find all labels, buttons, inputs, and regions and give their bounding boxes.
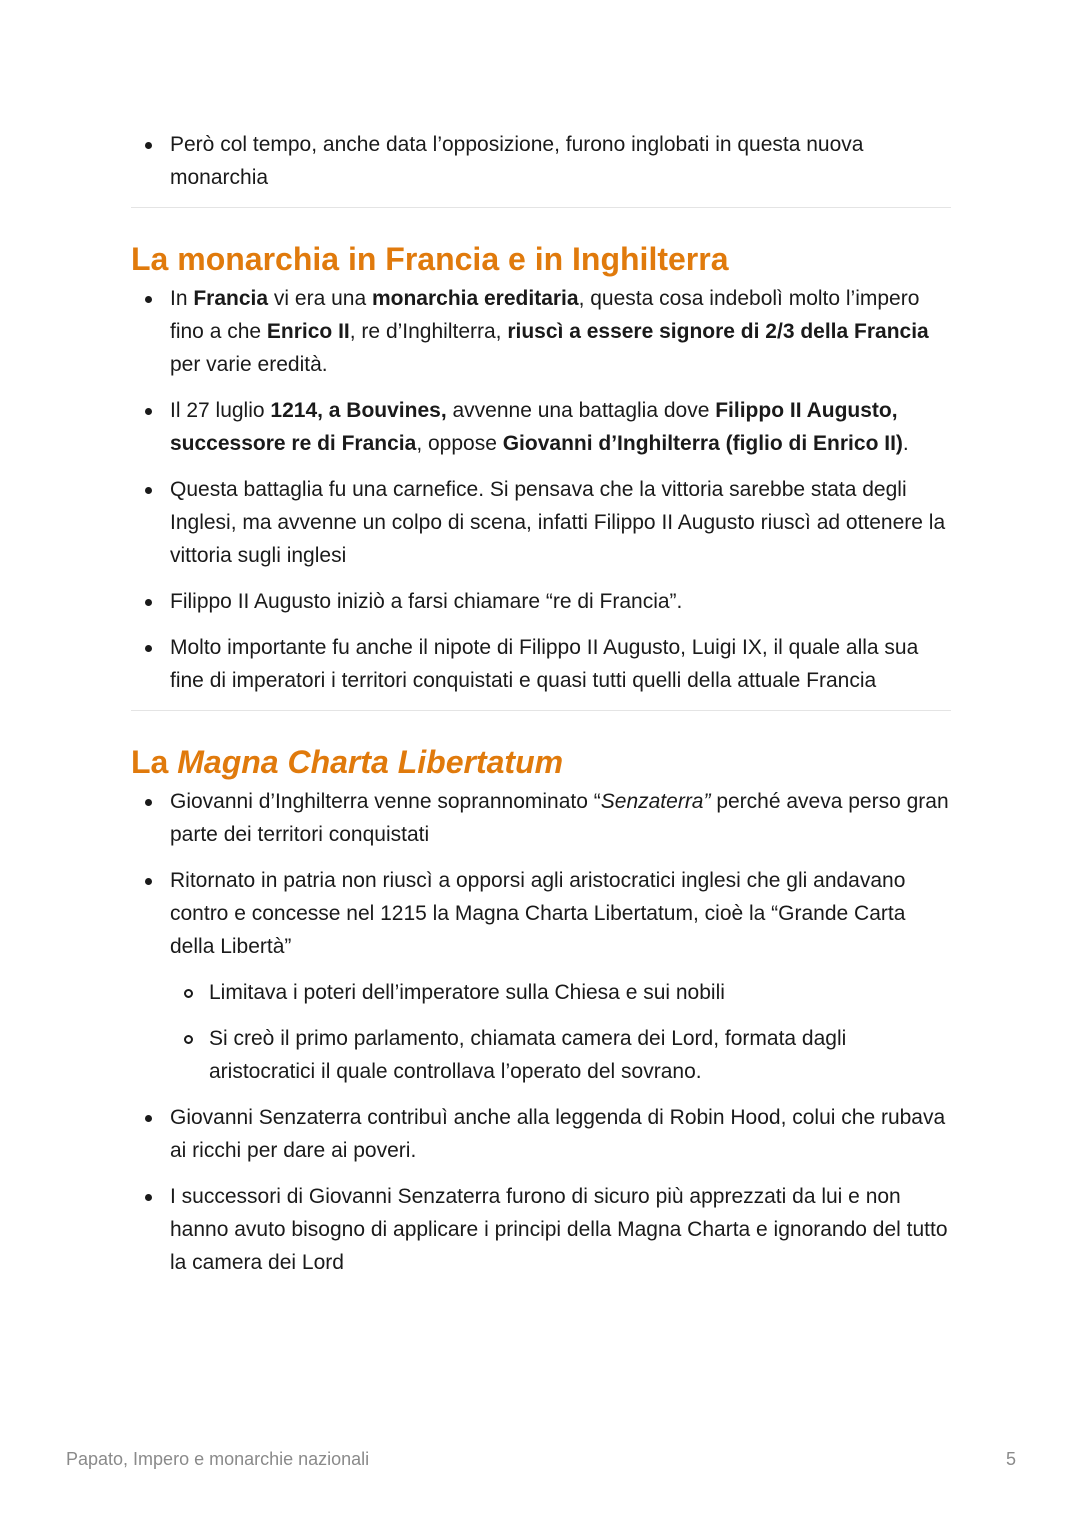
list-item: Giovanni Senzaterra contribuì anche alla leggenda di Robin Hood, colui che rubava ai ricchi per dare ai poveri.: [131, 1101, 951, 1167]
footer-page-number: 5: [1005, 1449, 1016, 1469]
intro-list: [131, 128, 951, 194]
section-divider: [131, 710, 951, 711]
list-item: Questa battaglia fu una carnefice. Si pensava che la vittoria sarebbe stata degli Inglesi, ma avvenne un colpo di scena, infatti Filippo II Augusto riuscì ad ottenere la vittoria sugli inglesi: [131, 473, 951, 572]
section-divider: [131, 207, 951, 208]
section-heading-monarchia: La monarchia in Francia e in Inghilterra: [131, 241, 729, 277]
list-item: Giovanni d’Inghilterra venne soprannominato “Senzaterra” perché aveva perso gran parte dei territori conquistati: [131, 785, 951, 851]
list-item: Però col tempo, anche data l’opposizione, furono inglobati in questa nuova monarchia: [131, 128, 951, 194]
sub-list-item: Si creò il primo parlamento, chiamata camera dei Lord, formata dagli aristocratici il quale controllava l’operato del sovrano.: [170, 1022, 951, 1088]
magna-charta-list: [131, 785, 951, 1279]
list-item: Ritornato in patria non riuscì a opporsi agli aristocratici inglesi che gli andavano contro e concesse nel 1215 la Magna Charta Libertatum, cioè la “Grande Carta della Libertà” Limitava i poteri dell’imperatore sulla Chiesa e sui nobili Si creò il primo parlamento, chiamata camera dei Lord, formata dagli aristocratici il quale controllava l’operato del sovrano.: [131, 864, 951, 1088]
monarchia-list: [131, 282, 951, 697]
list-item: In Francia vi era una monarchia ereditaria, questa cosa indebolì molto l’impero fino a che Enrico II, re d’Inghilterra, riuscì a essere signore di 2/3 della Francia per varie eredità.: [131, 282, 951, 381]
footer-document-title: Papato, Impero e monarchie nazionali: [66, 1449, 370, 1469]
sub-list: [170, 976, 951, 1088]
page-content: [131, 128, 951, 1292]
sub-list-item: Limitava i poteri dell’imperatore sulla Chiesa e sui nobili: [170, 976, 951, 1009]
list-item: Molto importante fu anche il nipote di Filippo II Augusto, Luigi IX, il quale alla sua fine di imperatori i territori conquistati e quasi tutti quelli della attuale Francia: [131, 631, 951, 697]
list-item: I successori di Giovanni Senzaterra furono di sicuro più apprezzati da lui e non hanno avuto bisogno di applicare i principi della Magna Charta e ignorando del tutto la camera dei Lord: [131, 1180, 951, 1279]
list-item: Il 27 luglio 1214, a Bouvines, avvenne una battaglia dove Filippo II Augusto, successore re di Francia, oppose Giovanni d’Inghilterra (figlio di Enrico II).: [131, 394, 951, 460]
list-item: Filippo II Augusto iniziò a farsi chiamare “re di Francia”.: [131, 585, 951, 618]
section-heading-magna-charta: La Magna Charta Libertatum: [131, 744, 564, 780]
